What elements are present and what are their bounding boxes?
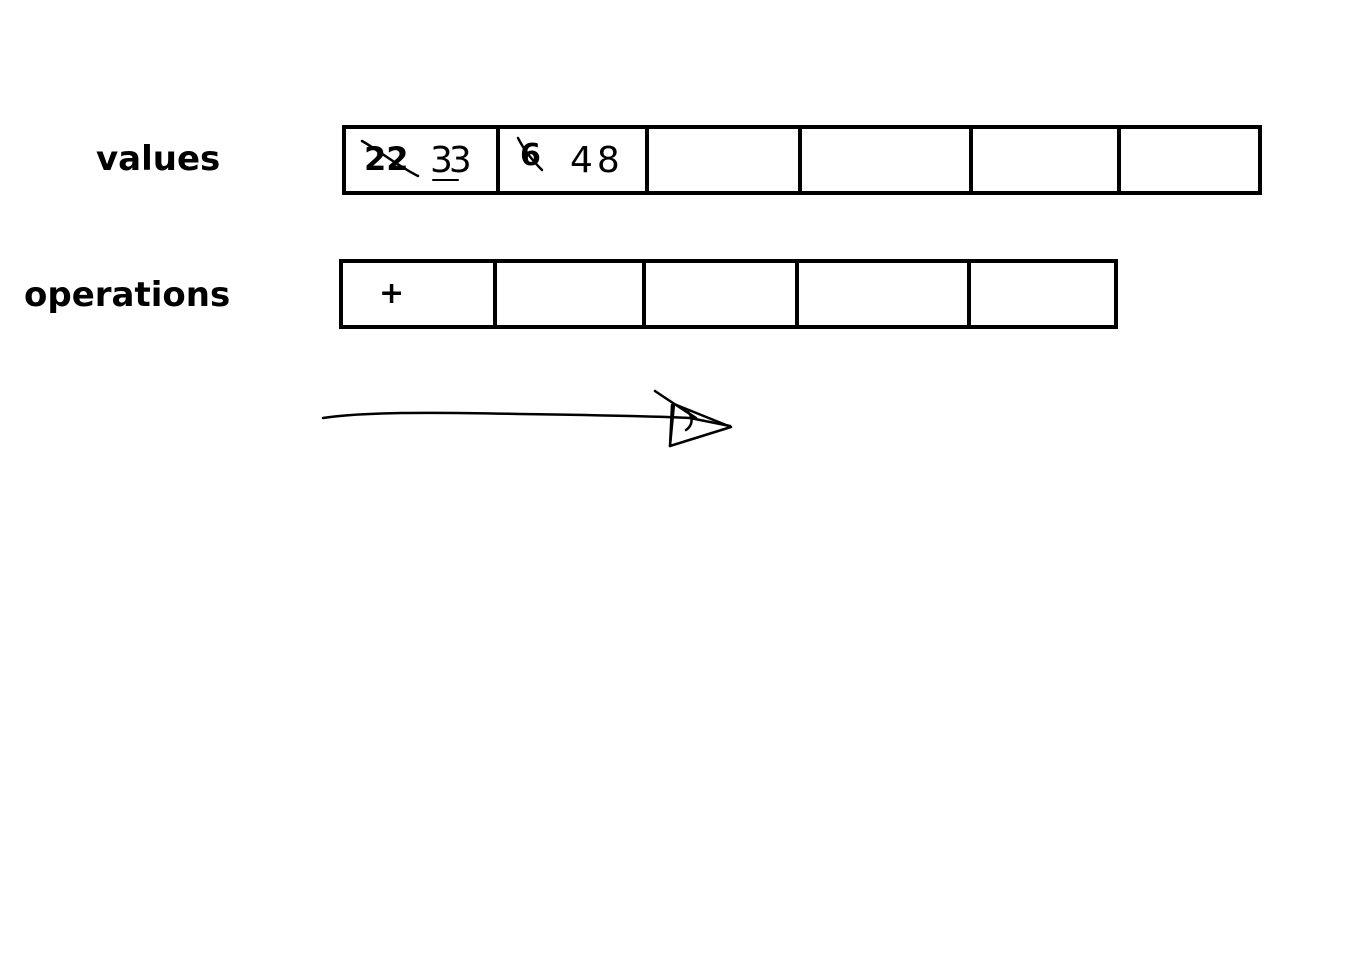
values-array xyxy=(342,125,1262,195)
operations-label: operations xyxy=(24,275,231,315)
operations-cell-3 xyxy=(799,263,971,325)
values-cell-0-new-value: 33 xyxy=(430,140,468,181)
operations-cell-0-value: + xyxy=(379,276,405,311)
values-cell-1-new-value: 48 xyxy=(570,140,624,181)
operations-cell-2 xyxy=(646,263,799,325)
values-cell-5 xyxy=(1121,129,1258,191)
operations-cell-1 xyxy=(497,263,646,325)
operations-array xyxy=(339,259,1118,329)
values-cell-1-old-value: 6 xyxy=(520,138,541,173)
values-cell-1 xyxy=(500,129,649,191)
values-cell-4 xyxy=(973,129,1121,191)
operations-cell-4 xyxy=(971,263,1114,325)
operations-cell-0 xyxy=(343,263,497,325)
values-cell-2 xyxy=(649,129,802,191)
values-label: values xyxy=(96,139,221,179)
values-cell-0-old-value: 22 xyxy=(364,140,409,178)
values-cell-3 xyxy=(802,129,973,191)
values-cell-0 xyxy=(346,129,500,191)
direction-arrow-icon xyxy=(323,391,731,446)
